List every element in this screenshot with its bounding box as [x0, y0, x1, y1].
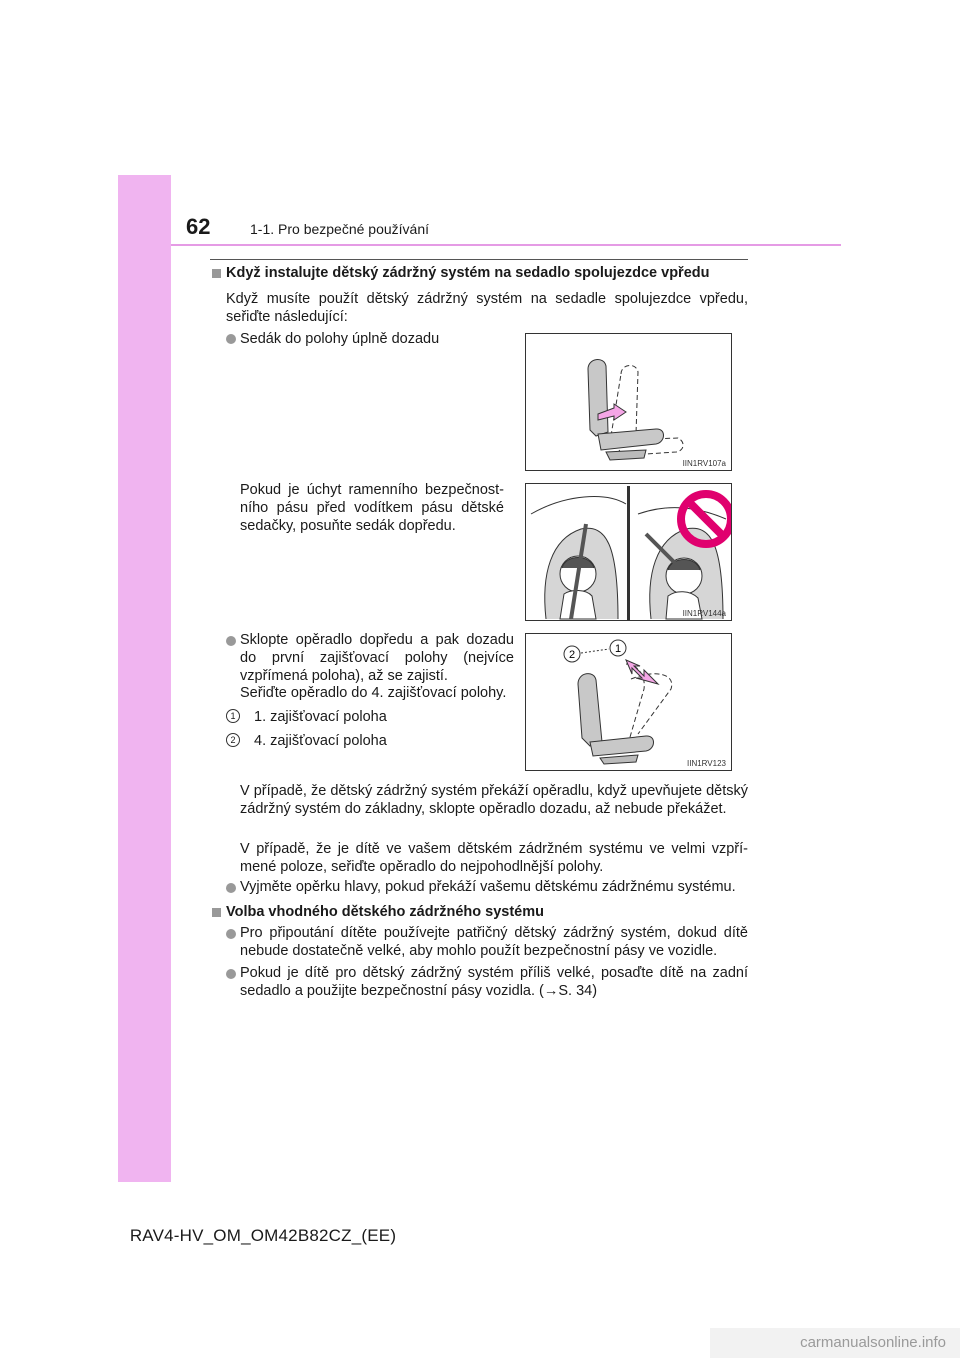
paragraph: V případě, že dětský zádržný systém překáží opěradlu, když upevňujete dětský zádržný systém do základny, sklopte opěradlo dozadu, až nebude překážet.: [240, 783, 748, 817]
list-item: Pro připoutání dítěte používejte patřičný dětský zádržný systém, dokud dítě nebude dostatečně velké, aby mohlo použít bezpečnostní pásy ve vozidle.: [240, 925, 748, 959]
section-heading: Volba vhodného dětského zádržného systému: [226, 904, 544, 920]
position-label-1: 1. zajišťovací poloha: [254, 709, 387, 725]
section-divider: [210, 259, 748, 260]
position-number-1: 1: [226, 709, 240, 723]
list-item-continuation: Seřiďte opěradlo do 4. zajišťovací polohy.: [240, 685, 507, 701]
document-code-footer: [0, 1226, 960, 1246]
intro-paragraph: Když musíte použít dětský zádržný systém na sedadle spolujezdce vpředu, seřiďte následující:: [226, 291, 748, 325]
round-bullet-icon: [226, 334, 236, 344]
round-bullet-icon: [226, 883, 236, 893]
figure-code: IIN1RV144a: [682, 609, 726, 618]
round-bullet-icon: [226, 636, 236, 646]
list-item: Sklopte opěradlo dopředu a pak dozadu do první zajišťovací polohy (nejvíce vzpřímená poloha), až se zajistí.: [240, 632, 514, 684]
side-band: [118, 175, 171, 1182]
lock-position-label-1: 1: [614, 643, 622, 655]
position-label-2: 4. zajišťovací poloha: [254, 733, 387, 749]
position-number-2: 2: [226, 733, 240, 747]
watermark: carmanualsonline.info: [710, 1328, 960, 1358]
item-note: Pokud je úchyt ramenního bezpečnost-ního pásu před vodítkem pásu dětské sedačky, posuňte sedák dopředu.: [240, 482, 504, 534]
section-title: 1-1. Pro bezpečné používání: [250, 221, 430, 237]
page-number: 62: [186, 214, 211, 239]
belt-guide-figure: [525, 483, 732, 621]
round-bullet-icon: [226, 929, 236, 939]
seat-back-position-illustration: [526, 334, 731, 470]
seatback-lock-figure: [525, 633, 732, 771]
section-heading: Když instalujte dětský zádržný systém na sedadlo spolujezdce vpředu: [226, 265, 710, 281]
figure-code: IIN1RV123: [687, 759, 726, 768]
paragraph: V případě, že je dítě ve vašem dětském zádržném systému ve velmi vzpří-mené poloze, seřiďte opěradlo do nejpohodlnější polohy.: [240, 841, 748, 875]
figure-code: IIN1RV107a: [682, 459, 726, 468]
document-code: RAV4-HV_OM_OM42B82CZ_(EE): [129, 1226, 397, 1245]
list-item: Vyjměte opěrku hlavy, pokud překáží vašemu dětskému zádržnému systému.: [240, 879, 736, 895]
square-bullet-icon: [212, 269, 221, 278]
round-bullet-icon: [226, 969, 236, 979]
belt-position-illustration: [526, 484, 731, 620]
square-bullet-icon: [212, 908, 221, 917]
seat-slide-figure: [525, 333, 732, 471]
list-item: Pokud je dítě pro dětský zádržný systém příliš velké, posaďte dítě na zadní sedadlo a použijte bezpečnostní pásy vozidla. (→S. 34): [240, 965, 748, 999]
seatback-positions-illustration: [526, 634, 731, 770]
header-rule: [171, 244, 841, 246]
lock-position-label-2: 2: [568, 649, 576, 661]
list-item: Sedák do polohy úplně dozadu: [240, 331, 440, 347]
